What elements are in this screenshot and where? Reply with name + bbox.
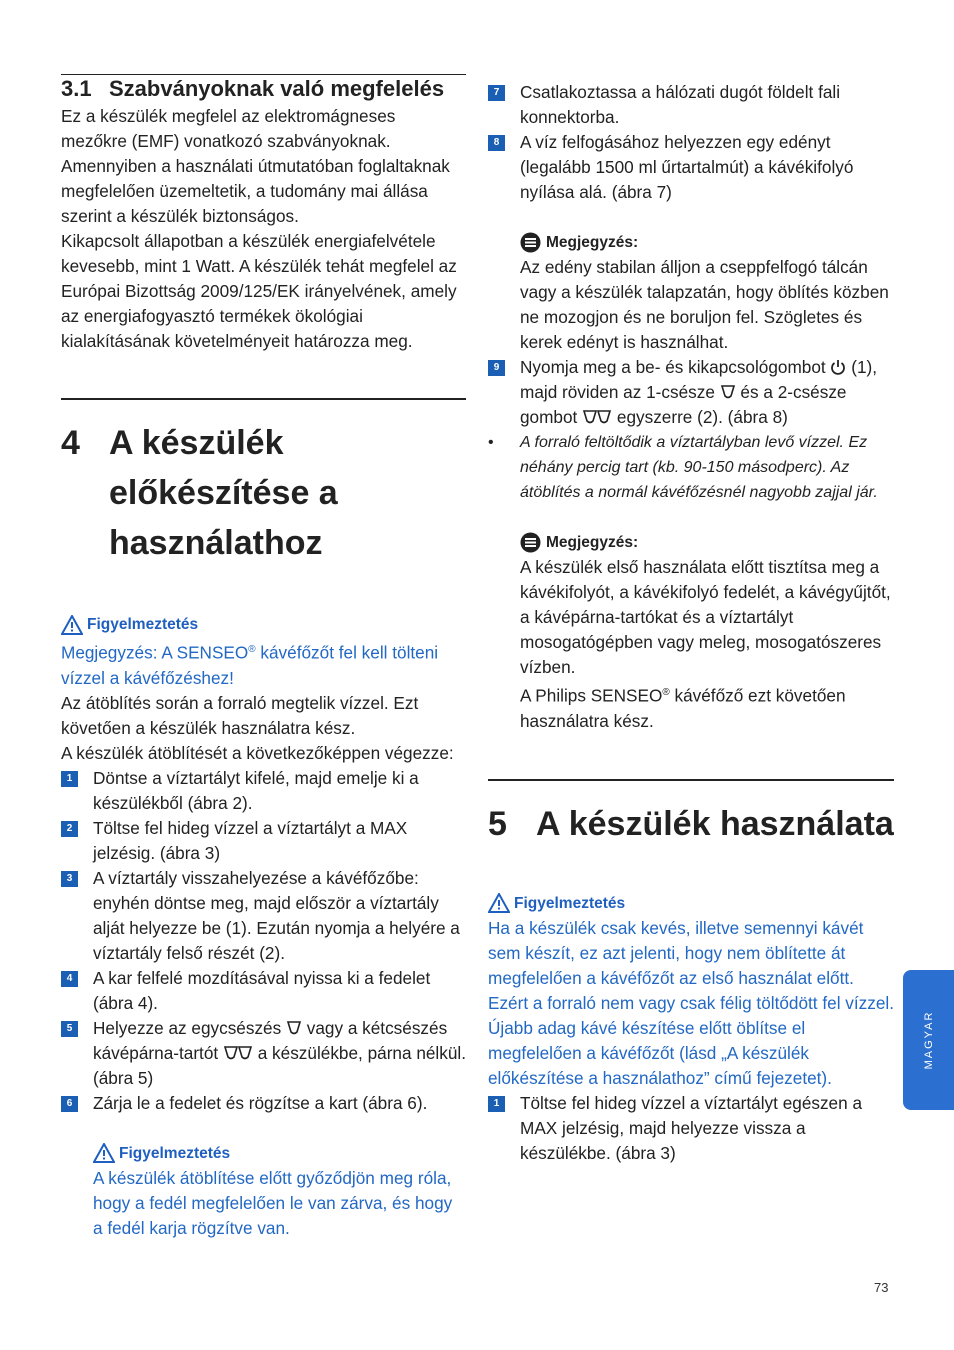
warning-text-b: kávéfőzőt fel kell tölteni vízzel a kávéfőzéshez! [61,642,439,688]
step-text-a: Nyomja meg a be- és kikapcsológombot [520,357,831,377]
warning-label: Figyelmeztetés [514,894,626,912]
chapter-number: 5 [488,804,507,843]
step-text-a: Helyezze az egycsészés [93,1017,286,1038]
section-title: Szabványoknak való megfelelés [109,76,445,101]
warning-text: A készülék átöblítése előtt győződjön meg róla, hogy a fedél megfelelően le van zárva, és hogy a fedél karja rögzítve van. [93,1167,453,1238]
note-label: Megjegyzés: [546,234,639,251]
steps-list [488,1091,894,1166]
step-number: 1 [488,1096,505,1112]
note-text: Az edény stabilan álljon a cseppfelfogó tálcán vagy a készülék talapzatán, hogy öblítés közben ne mozogjon és ne boruljon fel. Szögletes és kerek edényt is használhat. [520,257,889,352]
step-number: 7 [488,85,505,101]
step-text-c: és a 2-csésze gombot [520,382,847,427]
warning-icon [488,893,510,913]
warning-heading [93,1141,466,1166]
warning-label: Figyelmeztetés [87,616,199,633]
step-text [520,355,894,430]
note-label: Megjegyzés: [546,534,639,551]
note-block [488,230,894,355]
note-text: A készülék első használata előtt tisztítsa meg a kávékifolyót, a kávékifolyó fedelét, a kávégyűjtőt, a kávépárna-tartókat és a víztartályt mosogatógépben vagy meleg, mosogatószeres vízben. [520,557,891,677]
step-number: 1 [61,771,78,787]
warning-text [61,637,466,691]
chapter-4-heading [61,418,466,568]
step-number: 4 [61,971,78,987]
language-label: MAGYAR [922,1010,935,1070]
power-icon [830,359,846,375]
step-number: 8 [488,135,505,151]
list-item [488,1091,894,1166]
list-item [488,80,894,130]
single-cup-icon [286,1020,302,1036]
section-3-1-paragraph-1: Ez a készülék megfelel az elektromágneses mezőkre (EMF) vonatkozó szabványoknak. Amennyiben a használati útmutatóban foglaltaknak megfelelően üzemeltetik, a tudomány mai állása szerint a készülék biztonságos. [61,106,450,226]
step-number: 3 [61,871,78,887]
note-heading [520,530,894,555]
section-3-1-paragraph-2: Kikapcsolt állapotban a készülék energiafelvétele kevesebb, mint 1 Watt. A készülék tehát megfelel az Európai Bizottság 2009/125/EK irányelvének, amely az energiafogyasztó termékek ökológiai kialakításának követelményeit határozza meg. [61,231,457,351]
step-text-d: egyszerre (2). (ábra 8) [612,407,788,427]
step-number: 2 [61,821,78,837]
bullet-text: A forraló feltöltődik a víztartályban levő vízzel. Ez néhány percig tart (kb. 90-150 másodperc). Az átöblítés a normál kávéfőzésnél nagyobb zajjal jár. [520,434,878,501]
step-number: 9 [488,360,505,376]
warning-block [61,1141,466,1241]
registered-mark: ® [662,687,670,698]
list-item [61,1091,466,1116]
list-item [61,816,466,866]
steps-list [61,766,466,1116]
list-item [61,766,466,816]
step-text-b: vagy a kétcsészés kávépárna-tartót [93,1017,448,1063]
chapter-4-paragraph-1: Az átöblítés során a forraló megtelik vízzel. Ezt követően a készülék használatra kész. [61,692,419,738]
warning-heading [61,612,466,637]
step-number: 6 [61,1096,78,1112]
step-text-b: (1), majd röviden az 1-csésze [520,357,878,402]
chapter-4-paragraph-2: A készülék átöblítését a következőképpen végezze: [61,742,454,763]
list-item [61,866,466,966]
step-text-c: a készülékbe, párna nélkül. (ábra 5) [93,1042,467,1088]
note-text-2 [520,680,894,734]
warning-text-a: Megjegyzés: A SENSEO [61,642,249,663]
steps-list [488,80,894,205]
chapter-divider [61,398,466,400]
step-text [93,1016,466,1091]
list-item [61,1016,466,1091]
note-icon [520,532,541,553]
section-divider [61,74,466,75]
step-text: A kar felfelé mozdításával nyissa ki a fedelet (ábra 4). [93,967,431,1013]
step-number: 5 [61,1021,78,1037]
note-icon [520,232,541,253]
warning-icon [61,615,83,635]
note-text-2b: kávéfőző ezt követően használatra kész. [520,685,846,731]
section-3-1-heading [61,76,466,101]
chapter-number: 4 [61,424,80,462]
page-number: 73 [874,1280,889,1295]
list-item [61,966,466,1016]
warning-label: Figyelmeztetés [119,1144,231,1162]
steps-list [488,355,894,430]
double-cup-icon [582,409,612,425]
note-heading [520,230,894,255]
note-text-2a: A Philips SENSEO [520,685,663,706]
registered-mark: ® [248,644,256,655]
warning-icon [93,1143,115,1163]
list-item [488,355,894,430]
step-text: Zárja le a fedelet és rögzítse a kart (ábra 6). [93,1092,428,1113]
list-item [488,130,894,205]
left-column [61,74,466,1241]
warning-heading [488,891,894,916]
double-cup-icon [223,1045,253,1061]
step-text: Csatlakoztassa a hálózati dugót földelt fali konnektorba. [520,82,841,127]
step-text: Töltse fel hideg vízzel a víztartályt a MAX jelzésig. (ábra 3) [93,817,408,863]
step-text: A víz felfogásához helyezzen egy edényt (legalább 1500 ml űrtartalmút) a kávékifolyó nyílása alá. (ábra 7) [520,132,854,202]
step-text: Töltse fel hideg vízzel a víztartályt egészen a MAX jelzésig, majd helyezze vissza a készülékbe. (ábra 3) [520,1092,863,1163]
right-column [488,74,894,1166]
single-cup-icon [720,384,736,400]
chapter-title: A készülék használata [536,804,894,843]
language-tab [903,970,954,1110]
step-text: A víztartály visszahelyezése a kávéfőzőbe: enyhén döntse meg, majd először a víztartály alját helyezze be (1). Ezután nyomja a helyére a víztartály felső részét (2). [93,867,460,963]
chapter-5-heading [488,799,894,849]
step-text: Döntse a víztartályt kifelé, majd emelje ki a készülékből (ábra 2). [93,767,419,813]
note-block [488,530,894,734]
section-number: 3.1 [61,76,92,101]
bullet-mark: • [488,434,494,451]
chapter-divider [488,779,894,781]
warning-text: Ha a készülék csak kevés, illetve semennyi kávét sem készít, ez azt jelenti, hogy nem öblítette át megfelelően a kávéfőzőt az első használat előtt. Ezért a forraló nem vagy csak félig töltődött fel vízzel. Újabb adag kávé készítése előtt öblítse el megfelelően a kávéfőzőt (lásd „A készülék előkészítése a használathoz” című fejezetet). [488,917,894,1088]
chapter-title: A készülék előkészítése a használathoz [109,424,338,562]
bullet-item [488,430,894,505]
